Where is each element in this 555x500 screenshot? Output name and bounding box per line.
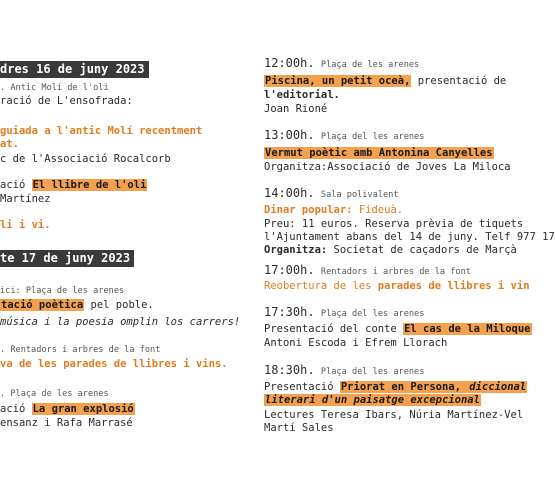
event-organizer: Organitza:Associació de Joves La Miloca	[264, 161, 511, 173]
event-time-place: 17:30h. Plaça del les arenes	[264, 305, 425, 319]
event-readers: Lectures Teresa Ibars, Núria Martínez-Vel	[264, 409, 524, 421]
event-title: Vermut poètic amb Antonina Canyelles	[265, 147, 493, 159]
event-readers-cont: Martí Sales	[264, 422, 334, 434]
event-title-cont: l'editorial.	[264, 89, 340, 101]
event-time-place: 17:00h. Rentadors i arbres de la font	[264, 263, 471, 277]
author-names: Antoni Escoda i Efrem Llorach	[264, 337, 448, 349]
event-price: Preu: 11 euros. Reserva prèvia de tiquets	[264, 218, 524, 230]
event-time-place: 14:00h. Sala polivalent	[264, 186, 399, 200]
event-title: Piscina, un petit oceà, presentació de	[265, 75, 507, 87]
day-header-friday: dres 16 de juny 2023	[0, 61, 149, 78]
event-title: tació poètica pel poble.	[1, 299, 154, 311]
event-organizer: Organitza: Societat de caçadors de Marçà	[264, 244, 517, 256]
book-presentation: ació La gran explosió	[0, 403, 134, 415]
event-place: ici: Plaça de les arenes	[0, 286, 125, 296]
event-time-place: 12:00h. Plaça de les arenes	[264, 56, 420, 70]
event-title: Reobertura de les parades de llibres i vin	[264, 280, 530, 292]
book-presentation: ació El llibre de l'oli	[0, 179, 147, 191]
event-title: Presentació Priorat en Persona, diccional	[264, 381, 527, 393]
event-time-place: 18:30h. Plaça del les arenes	[264, 363, 425, 377]
event-time-place: 13:00h. Plaça del les arenes	[264, 128, 425, 142]
event-title: ració de L'ensofrada:	[0, 95, 133, 107]
event-booking: l'Ajuntament abans del 14 de juny. Telf 977 17	[264, 231, 555, 243]
event-subtitle: literari d'un paisatge excepcional	[265, 394, 480, 406]
event-description: música i la poesia omplin los carrers!	[0, 316, 241, 328]
event-description: guiada a l'antic Molí recentment	[0, 125, 203, 137]
day-header-saturday: te 17 de juny 2023	[0, 250, 134, 267]
author-name: Joan Rioné	[264, 103, 328, 115]
event-place: . Antic Molí de l'oli	[0, 83, 109, 93]
event-title: Presentació del conte El cas de la Miloque	[264, 323, 531, 335]
author-name: Martínez	[0, 193, 51, 205]
author-names: ensanz i Rafa Marrasé	[0, 417, 133, 429]
event-place: . Plaça de les arenes	[0, 389, 109, 399]
event-organizer: c de l'Associació Rocalcorb	[0, 153, 171, 165]
event-note: li i vi.	[0, 219, 51, 231]
event-title: va de les parades de llibres i vins.	[0, 358, 228, 370]
event-place: . Rentadors i arbres de la font	[0, 345, 161, 355]
event-description-cont: at.	[0, 138, 19, 150]
event-title: Dinar popular: Fideuà.	[264, 204, 404, 216]
